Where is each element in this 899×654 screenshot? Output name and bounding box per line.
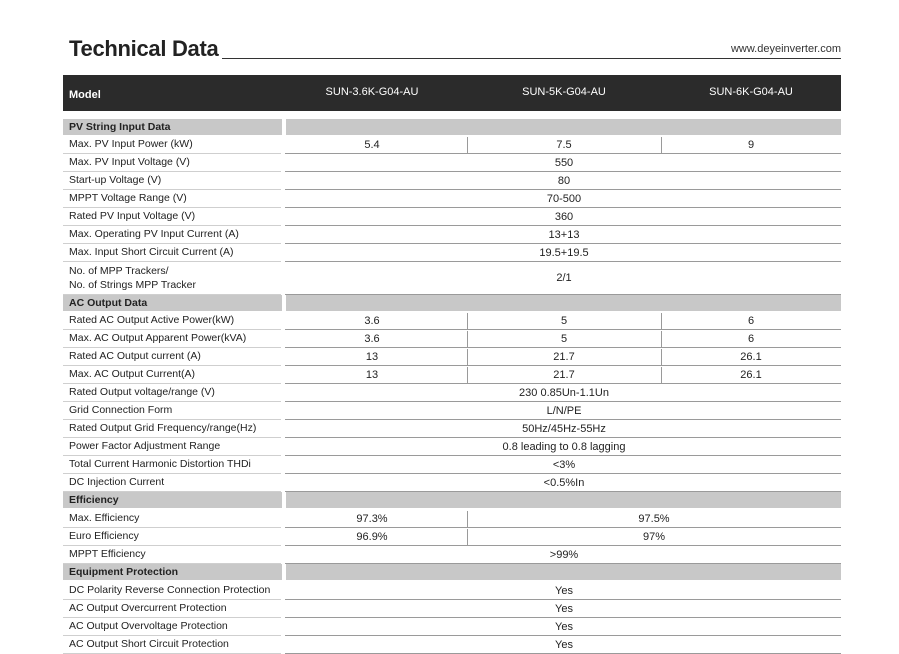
row-label: Max. Input Short Circuit Current (A) <box>69 246 234 258</box>
table-row <box>63 618 841 636</box>
table-row <box>63 172 841 190</box>
cell-value: 97.5% <box>638 513 670 525</box>
table-row <box>63 438 841 456</box>
row-label: Euro Efficiency <box>69 530 139 542</box>
row-label: Max. Operating PV Input Current (A) <box>69 228 239 240</box>
section-header <box>63 119 841 135</box>
table-row <box>63 420 841 438</box>
table-row <box>63 136 841 154</box>
cell-value: Yes <box>555 585 573 597</box>
header-model-label: Model <box>69 89 101 101</box>
title-underline <box>222 58 841 59</box>
cell-value: 97% <box>642 531 666 543</box>
table-row <box>63 244 841 262</box>
row-label: Rated Output voltage/range (V) <box>69 386 215 398</box>
section-title: Efficiency <box>69 494 119 506</box>
header-col-2: SUN-5K-G04-AU <box>522 86 606 98</box>
row-label: Max. PV Input Power (kW) <box>69 138 193 150</box>
cell-value: 13 <box>365 351 379 363</box>
cell-value: 19.5+19.5 <box>539 247 589 259</box>
cell-value: 21.7 <box>553 351 575 363</box>
section-header <box>63 295 841 311</box>
column-divider <box>467 511 468 528</box>
cell-value: Yes <box>555 603 573 615</box>
cell-value: 3.6 <box>364 315 380 327</box>
row-label: Start-up Voltage (V) <box>69 174 162 186</box>
table-row <box>63 546 841 564</box>
column-divider <box>661 331 662 348</box>
row-label: Rated AC Output Active Power(kW) <box>69 314 235 326</box>
row-label: Max. AC Output Apparent Power(kVA) <box>69 332 247 344</box>
column-divider <box>467 137 468 154</box>
table-row <box>63 348 841 366</box>
cell-value: 26.1 <box>740 369 762 381</box>
table-row <box>63 528 841 546</box>
column-divider <box>467 331 468 348</box>
cell-value: 70-500 <box>546 193 582 205</box>
cell-value: Yes <box>555 621 573 633</box>
row-label: AC Output Short Circuit Protection <box>69 638 229 650</box>
row-label: Power Factor Adjustment Range <box>69 440 221 452</box>
table-row <box>63 582 841 600</box>
website-url: www.deyeinverter.com <box>730 43 841 55</box>
table-row <box>63 366 841 384</box>
section-header <box>63 564 841 580</box>
cell-value: 5 <box>560 315 568 327</box>
table-row <box>63 510 841 528</box>
cell-value: 550 <box>554 157 574 169</box>
section-title: AC Output Data <box>69 297 148 309</box>
column-divider <box>467 367 468 384</box>
row-label: Rated AC Output current (A) <box>69 350 201 362</box>
row-label: DC Polarity Reverse Connection Protection <box>69 584 271 596</box>
row-label: DC Injection Current <box>69 476 165 488</box>
table-row <box>63 402 841 420</box>
cell-value: L/N/PE <box>546 405 582 417</box>
table-row <box>63 190 841 208</box>
row-label: Max. PV Input Voltage (V) <box>69 156 190 168</box>
cell-value: 9 <box>747 139 755 151</box>
cell-value: <0.5%In <box>543 477 585 489</box>
cell-value: 96.9% <box>356 531 388 543</box>
cell-value: 230 0.85Un-1.1Un <box>519 387 609 399</box>
table-row <box>63 262 841 295</box>
cell-value: Yes <box>555 639 573 651</box>
row-label: MPPT Efficiency <box>69 548 146 560</box>
cell-value: 5.4 <box>364 139 380 151</box>
table-row <box>63 636 841 654</box>
column-divider <box>467 529 468 546</box>
cell-value: 13 <box>365 369 379 381</box>
table-row <box>63 312 841 330</box>
cell-value: 3.6 <box>364 333 380 345</box>
row-label: Grid Connection Form <box>69 404 173 416</box>
cell-value: <3% <box>552 459 576 471</box>
cell-value: 7.5 <box>556 139 572 151</box>
column-divider <box>467 349 468 366</box>
cell-value: 0.8 leading to 0.8 lagging <box>502 441 626 453</box>
cell-value: 80 <box>557 175 571 187</box>
cell-value: 2/1 <box>556 272 572 284</box>
row-label: AC Output Overcurrent Protection <box>69 602 227 614</box>
cell-value: 26.1 <box>740 351 762 363</box>
column-divider <box>661 367 662 384</box>
row-label: Rated PV Input Voltage (V) <box>69 210 196 222</box>
cell-value: 360 <box>554 211 574 223</box>
page-title: Technical Data <box>69 36 219 61</box>
section-header <box>63 492 841 508</box>
column-divider <box>661 349 662 366</box>
header-col-3: SUN-6K-G04-AU <box>709 86 793 98</box>
table-row <box>63 474 841 492</box>
cell-value: 6 <box>747 333 755 345</box>
table-header <box>63 75 841 111</box>
cell-value: 21.7 <box>553 369 575 381</box>
section-title: Equipment Protection <box>69 566 179 578</box>
row-label-line-2: No. of Strings MPP Tracker <box>69 279 197 291</box>
header-col-1: SUN-3.6K-G04-AU <box>325 86 419 98</box>
cell-value: 97.3% <box>356 513 388 525</box>
row-label: AC Output Overvoltage Protection <box>69 620 228 632</box>
table-row <box>63 208 841 226</box>
cell-value: 50Hz/45Hz-55Hz <box>522 423 606 435</box>
table-row <box>63 456 841 474</box>
cell-value: 13+13 <box>548 229 580 241</box>
cell-value: 5 <box>560 333 568 345</box>
table-row <box>63 600 841 618</box>
cell-value: >99% <box>549 549 579 561</box>
row-label: Max. Efficiency <box>69 512 140 524</box>
column-divider <box>467 313 468 330</box>
table-row <box>63 330 841 348</box>
section-title: PV String Input Data <box>69 121 171 133</box>
column-divider <box>661 137 662 154</box>
table-row <box>63 226 841 244</box>
table-row <box>63 384 841 402</box>
row-label: Total Current Harmonic Distortion THDi <box>69 458 251 470</box>
row-label: Max. AC Output Current(A) <box>69 368 196 380</box>
row-label-line-1: No. of MPP Trackers/ <box>69 265 169 277</box>
row-label: Rated Output Grid Frequency/range(Hz) <box>69 422 257 434</box>
column-divider <box>661 313 662 330</box>
cell-value: 6 <box>747 315 755 327</box>
table-row <box>63 154 841 172</box>
row-label: MPPT Voltage Range (V) <box>69 192 187 204</box>
row-label <box>69 264 196 292</box>
